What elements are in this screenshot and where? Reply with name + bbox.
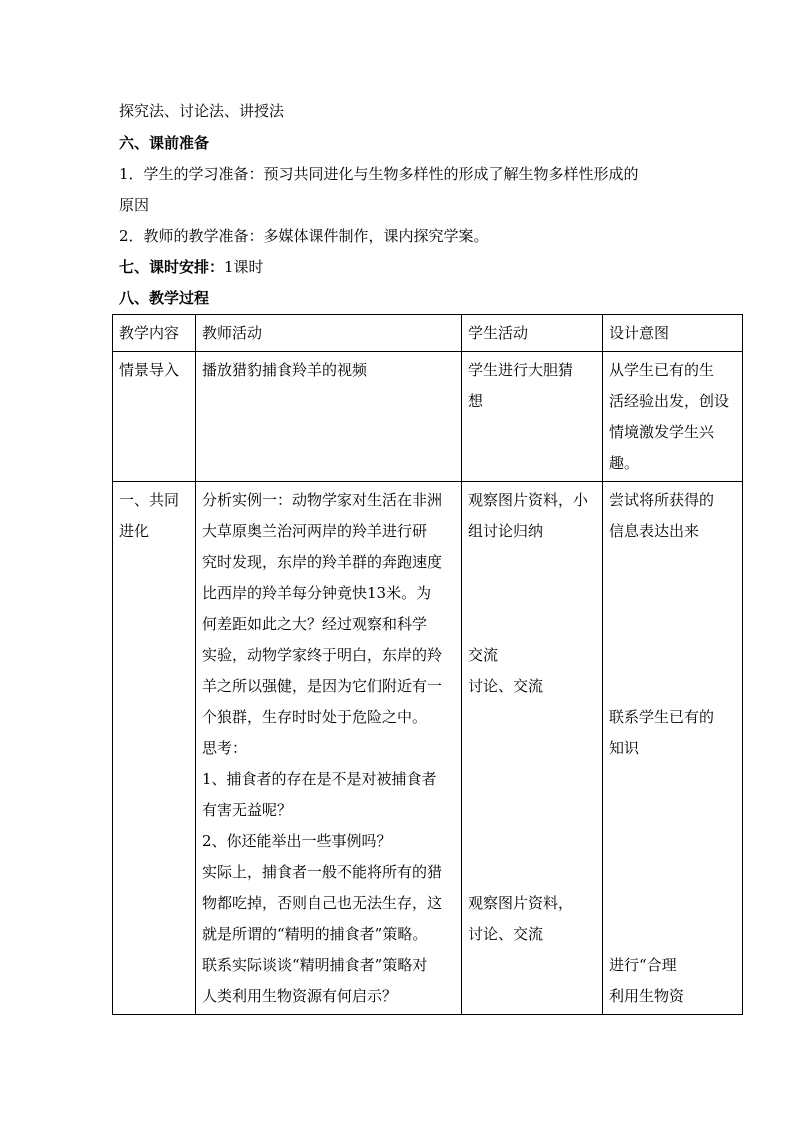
cell-line: 情景导入 [119, 361, 180, 379]
row2-teacher [196, 482, 462, 1015]
spacer [609, 609, 738, 640]
section-6-heading: 六、课前准备 [119, 134, 210, 152]
spacer [609, 578, 738, 609]
section-7-line [119, 257, 264, 277]
spacer [609, 857, 738, 888]
cell-line: 趣。 [609, 454, 640, 472]
row2-content [113, 482, 196, 1015]
teaching-process-table [112, 314, 743, 1015]
spacer [468, 578, 598, 609]
cell-line: 联系学生已有的 [609, 708, 715, 726]
cell-line: 活经验出发，创设 [609, 392, 730, 410]
spacer [468, 733, 598, 764]
cell-line: 究时发现，东岸的羚羊群的奔跑速度 [202, 553, 443, 571]
spacer [609, 640, 738, 671]
cell-line: 想 [468, 392, 484, 410]
prep-item-2: 2．教师的教学准备：多媒体课件制作，课内探究学案。 [119, 227, 489, 245]
spacer [468, 764, 598, 795]
table-header-row [113, 315, 743, 352]
spacer [468, 795, 598, 826]
row2-student [462, 482, 603, 1015]
cell-line: 就是所谓的“精明的捕食者”策略。 [202, 925, 428, 943]
cell-line: 学生进行大胆猜 [468, 361, 574, 379]
row1-student [462, 352, 603, 482]
cell-line: 交流 [468, 646, 499, 664]
row2-intent [603, 482, 743, 1015]
cell-line: 从学生已有的生 [609, 361, 715, 379]
cell-line: 讨论、交流 [468, 925, 544, 943]
prep-item-1-line-1: 1．学生的学习准备：预习共同进化与生物多样性的形成了解生物多样性形成的 [119, 165, 639, 183]
table-row [113, 482, 743, 1015]
cell-line: 个狼群，生存时时处于危险之中。 [202, 708, 428, 726]
cell-line: 分析实例一：动物学家对生活在非洲 [202, 491, 443, 509]
cell-line: 组讨论归纳 [468, 522, 544, 540]
spacer [609, 764, 738, 795]
cell-line: 思考： [202, 739, 248, 757]
cell-line: 进行“合理 [609, 956, 677, 974]
prep-item-1-line-2: 原因 [119, 196, 150, 214]
cell-line: 羊之所以强健，是因为它们附近有一 [202, 677, 443, 695]
cell-line: 信息表达出来 [609, 522, 700, 540]
spacer [468, 547, 598, 578]
spacer [609, 826, 738, 857]
cell-line: 何差距如此之大？经过观察和科学 [202, 615, 428, 633]
cell-line: 知识 [609, 739, 640, 757]
spacer [609, 547, 738, 578]
spacer [468, 609, 598, 640]
section-7-value: 1课时 [224, 258, 264, 276]
row1-content [113, 352, 196, 482]
cell-line: 实际上，捕食者一般不能将所有的猎 [202, 863, 443, 881]
row1-teacher [196, 352, 462, 482]
section-7-heading: 七、课时安排： [119, 258, 225, 276]
spacer [468, 857, 598, 888]
cell-line: 利用生物资 [609, 987, 685, 1005]
header-student-activity: 学生活动 [462, 315, 603, 352]
spacer [609, 888, 738, 919]
header-content: 教学内容 [113, 315, 196, 352]
cell-line: 1、捕食者的存在是不是对被捕食者 [202, 770, 437, 788]
cell-line: 物都吃掉，否则自己也无法生存，这 [202, 894, 443, 912]
row1-intent [603, 352, 743, 482]
spacer [609, 919, 738, 950]
spacer [609, 671, 738, 702]
cell-line: 2、你还能举出一些事例吗？ [202, 832, 392, 850]
cell-line: 情境激发学生兴 [609, 423, 715, 441]
cell-line: 进化 [119, 522, 150, 540]
table-row [113, 352, 743, 482]
cell-line: 尝试将所获得的 [609, 491, 715, 509]
section-8-heading: 八、教学过程 [119, 289, 210, 307]
spacer [468, 826, 598, 857]
cell-line: 实验，动物学家终于明白，东岸的羚 [202, 646, 443, 664]
spacer [468, 702, 598, 733]
cell-line: 播放猎豹捕食羚羊的视频 [202, 361, 368, 379]
header-teacher-activity: 教师活动 [196, 315, 462, 352]
cell-line: 比西岸的羚羊每分钟竟快13米。为 [202, 584, 432, 602]
cell-line: 人类利用生物资源有何启示？ [202, 987, 398, 1005]
cell-line: 大草原奥兰治河两岸的羚羊进行研 [202, 522, 428, 540]
spacer [609, 795, 738, 826]
header-design-intent: 设计意图 [603, 315, 743, 352]
cell-line: 联系实际谈谈“精明捕食者”策略对 [202, 956, 428, 974]
cell-line: 讨论、交流 [468, 677, 544, 695]
cell-line: 观察图片资料，小 [468, 491, 589, 509]
cell-line: 观察图片资料， [468, 894, 574, 912]
cell-line: 有害无益呢？ [202, 801, 293, 819]
cell-line: 一、共同 [119, 491, 180, 509]
teaching-methods-line: 探究法、讨论法、讲授法 [119, 102, 285, 120]
